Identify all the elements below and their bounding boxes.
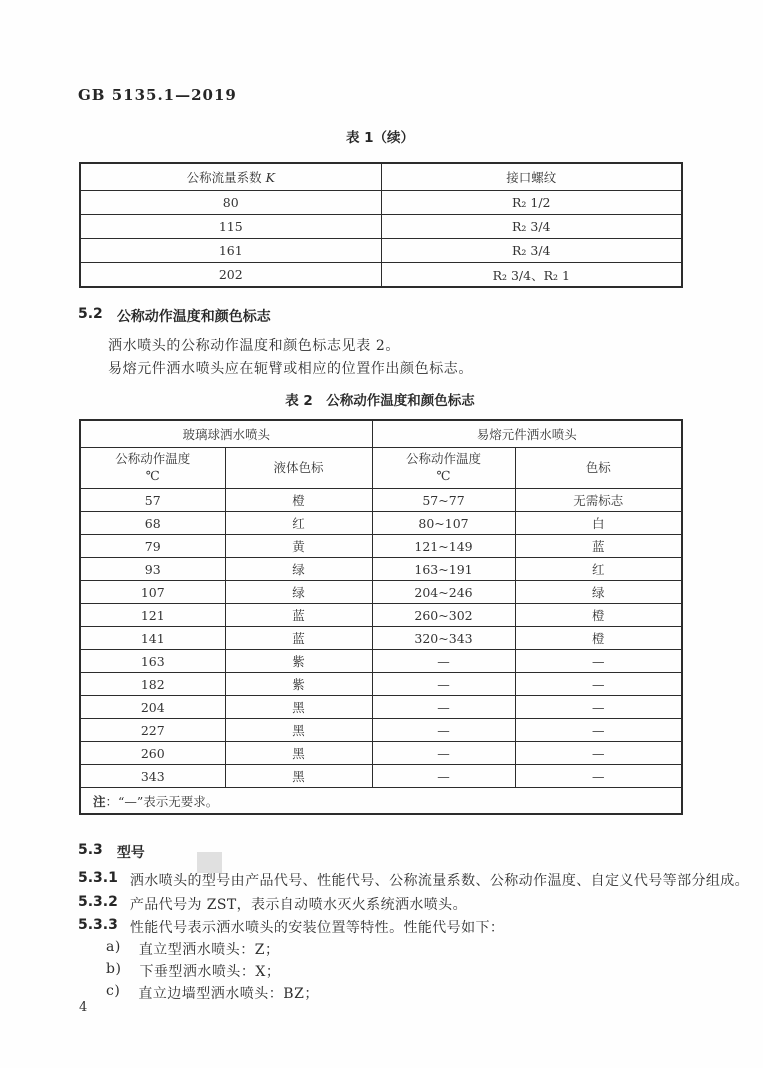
header-unit: ℃ xyxy=(145,468,160,483)
table2-group-glass: 玻璃球洒水喷头 xyxy=(80,420,372,448)
header-line: 公称动作温度 xyxy=(406,451,482,467)
clause-text: 性能代号表示洒水喷头的安装位置等特性。性能代号如下： xyxy=(129,920,505,936)
table2-note xyxy=(80,788,682,815)
section-number: 5.3 xyxy=(78,842,103,858)
table-row xyxy=(80,191,682,215)
cell-temp-range: — xyxy=(372,742,515,765)
table-row xyxy=(80,420,682,448)
table1-cell-k: 202 xyxy=(80,263,381,288)
cell-temp: 182 xyxy=(80,673,225,696)
table-row xyxy=(80,788,682,815)
clause-text: 洒水喷头的型号由产品代号、性能代号、公称流量系数、公称动作温度、自定义代号等部分组成。 xyxy=(129,873,750,889)
paragraph: 易熔元件洒水喷头应在轭臂或相应的位置作出颜色标志。 xyxy=(108,361,473,377)
cell-temp: 204 xyxy=(80,696,225,719)
cell-temp-range: — xyxy=(372,765,515,788)
table1-header-flow xyxy=(80,163,381,191)
table1-flow-coefficient xyxy=(79,162,683,288)
cell-liquid-color: 蓝 xyxy=(225,627,372,650)
table1-cell-k: 80 xyxy=(80,191,381,215)
cell-temp-range: 80~107 xyxy=(372,512,515,535)
cell-liquid-color: 黑 xyxy=(225,696,372,719)
cell-color-mark: 绿 xyxy=(515,581,682,604)
cell-liquid-color: 黄 xyxy=(225,535,372,558)
table-row xyxy=(80,448,682,489)
section-title: 型号 xyxy=(116,845,145,861)
cell-liquid-color: 橙 xyxy=(225,489,372,512)
table-row xyxy=(80,489,682,512)
list-label: a) xyxy=(106,939,121,955)
table1-cell-thread: R₂ 3/4 xyxy=(381,215,682,239)
cell-color-mark: 白 xyxy=(515,512,682,535)
section-5-3-heading xyxy=(78,842,145,862)
table1-caption: 表 1（续） xyxy=(345,130,415,146)
cell-temp: 141 xyxy=(80,627,225,650)
table-row xyxy=(80,742,682,765)
cell-temp-range: — xyxy=(372,650,515,673)
cell-temp: 79 xyxy=(80,535,225,558)
cell-liquid-color: 紫 xyxy=(225,650,372,673)
table-row xyxy=(80,512,682,535)
table-row xyxy=(80,696,682,719)
table1-header-thread: 接口螺纹 xyxy=(381,163,682,191)
table-row xyxy=(80,163,682,191)
table1-cell-thread: R₂ 3/4 xyxy=(381,239,682,263)
cell-liquid-color: 紫 xyxy=(225,673,372,696)
table2-group-fusible: 易熔元件洒水喷头 xyxy=(372,420,682,448)
table-row xyxy=(80,627,682,650)
list-item-c xyxy=(106,983,666,1003)
header-unit: ℃ xyxy=(436,468,451,483)
cell-temp-range: 121~149 xyxy=(372,535,515,558)
page-number: 4 xyxy=(79,1000,88,1015)
cell-color-mark: — xyxy=(515,650,682,673)
header-line: 公称动作温度 xyxy=(115,451,191,467)
cell-temp-range: 57~77 xyxy=(372,489,515,512)
table2-header-liquid-color: 液体色标 xyxy=(225,448,372,489)
list-label: c) xyxy=(106,983,121,999)
table1-cell-k: 115 xyxy=(80,215,381,239)
table1-header-flow-label: 公称流量系数 xyxy=(186,170,266,185)
list-text: 直立边墙型洒水喷头：BZ； xyxy=(138,986,319,1002)
section-5-2-heading xyxy=(78,306,271,326)
cell-color-mark: — xyxy=(515,673,682,696)
clause-text: 产品代号为 ZST，表示自动喷水灭火系统洒水喷头。 xyxy=(129,897,467,913)
cell-temp-range: 163~191 xyxy=(372,558,515,581)
cell-temp: 260 xyxy=(80,742,225,765)
table-row xyxy=(80,535,682,558)
table-row xyxy=(80,673,682,696)
table1-header-flow-symbol: K xyxy=(265,170,275,185)
table-row xyxy=(80,558,682,581)
paragraph: 洒水喷头的公称动作温度和颜色标志见表 2。 xyxy=(108,338,400,354)
cell-color-mark: — xyxy=(515,719,682,742)
table2-temperature-color xyxy=(79,419,683,815)
table2-header-fusible-temp xyxy=(372,448,515,489)
cell-liquid-color: 蓝 xyxy=(225,604,372,627)
table-row xyxy=(80,581,682,604)
list-label: b) xyxy=(106,961,122,977)
list-text: 下垂型洒水喷头：X； xyxy=(139,964,281,980)
note-text: ：“—”表示无要求。 xyxy=(105,793,219,809)
cell-temp-range: — xyxy=(372,719,515,742)
table2-header-glass-temp xyxy=(80,448,225,489)
cell-liquid-color: 绿 xyxy=(225,558,372,581)
cell-temp: 57 xyxy=(80,489,225,512)
cell-color-mark: 橙 xyxy=(515,604,682,627)
cell-liquid-color: 绿 xyxy=(225,581,372,604)
cell-temp-range: — xyxy=(372,673,515,696)
cell-color-mark: 红 xyxy=(515,558,682,581)
clause-number: 5.3.3 xyxy=(78,917,118,933)
table-row xyxy=(80,215,682,239)
clause-5-3-1 xyxy=(78,870,750,890)
cell-color-mark: — xyxy=(515,742,682,765)
clause-5-3-2 xyxy=(78,894,698,914)
cell-color-mark: 无需标志 xyxy=(515,489,682,512)
table1-cell-k: 161 xyxy=(80,239,381,263)
cell-liquid-color: 黑 xyxy=(225,765,372,788)
table1-cell-thread: R₂ 3/4、R₂ 1 xyxy=(381,263,682,288)
cell-temp-range: 320~343 xyxy=(372,627,515,650)
table-row xyxy=(80,604,682,627)
cell-temp: 121 xyxy=(80,604,225,627)
clause-number: 5.3.2 xyxy=(78,894,118,910)
cell-color-mark: 蓝 xyxy=(515,535,682,558)
list-item-a xyxy=(106,939,666,959)
cell-temp: 227 xyxy=(80,719,225,742)
clause-5-3-3 xyxy=(78,917,698,937)
table2-caption: 表 2 公称动作温度和颜色标志 xyxy=(285,393,475,409)
cell-temp: 163 xyxy=(80,650,225,673)
cell-liquid-color: 黑 xyxy=(225,719,372,742)
cell-temp-range: — xyxy=(372,696,515,719)
scan-smudge-artifact xyxy=(197,852,222,873)
table-row xyxy=(80,765,682,788)
cell-temp: 93 xyxy=(80,558,225,581)
table-row xyxy=(80,650,682,673)
table1-cell-thread: R₂ 1/2 xyxy=(381,191,682,215)
section-number: 5.2 xyxy=(78,306,103,322)
table-row xyxy=(80,719,682,742)
cell-temp: 107 xyxy=(80,581,225,604)
list-text: 直立型洒水喷头：Z； xyxy=(138,942,280,958)
cell-color-mark: — xyxy=(515,696,682,719)
table-row xyxy=(80,263,682,288)
cell-color-mark: — xyxy=(515,765,682,788)
cell-temp: 68 xyxy=(80,512,225,535)
cell-temp: 343 xyxy=(80,765,225,788)
document-number: GB 5135.1—2019 xyxy=(78,86,237,104)
cell-liquid-color: 红 xyxy=(225,512,372,535)
cell-temp-range: 260~302 xyxy=(372,604,515,627)
cell-color-mark: 橙 xyxy=(515,627,682,650)
list-item-b xyxy=(106,961,666,981)
section-title: 公称动作温度和颜色标志 xyxy=(116,309,271,325)
cell-temp-range: 204~246 xyxy=(372,581,515,604)
table-row xyxy=(80,239,682,263)
table2-header-color-mark: 色标 xyxy=(515,448,682,489)
note-label: 注 xyxy=(93,793,106,809)
clause-number: 5.3.1 xyxy=(78,870,118,886)
cell-liquid-color: 黑 xyxy=(225,742,372,765)
